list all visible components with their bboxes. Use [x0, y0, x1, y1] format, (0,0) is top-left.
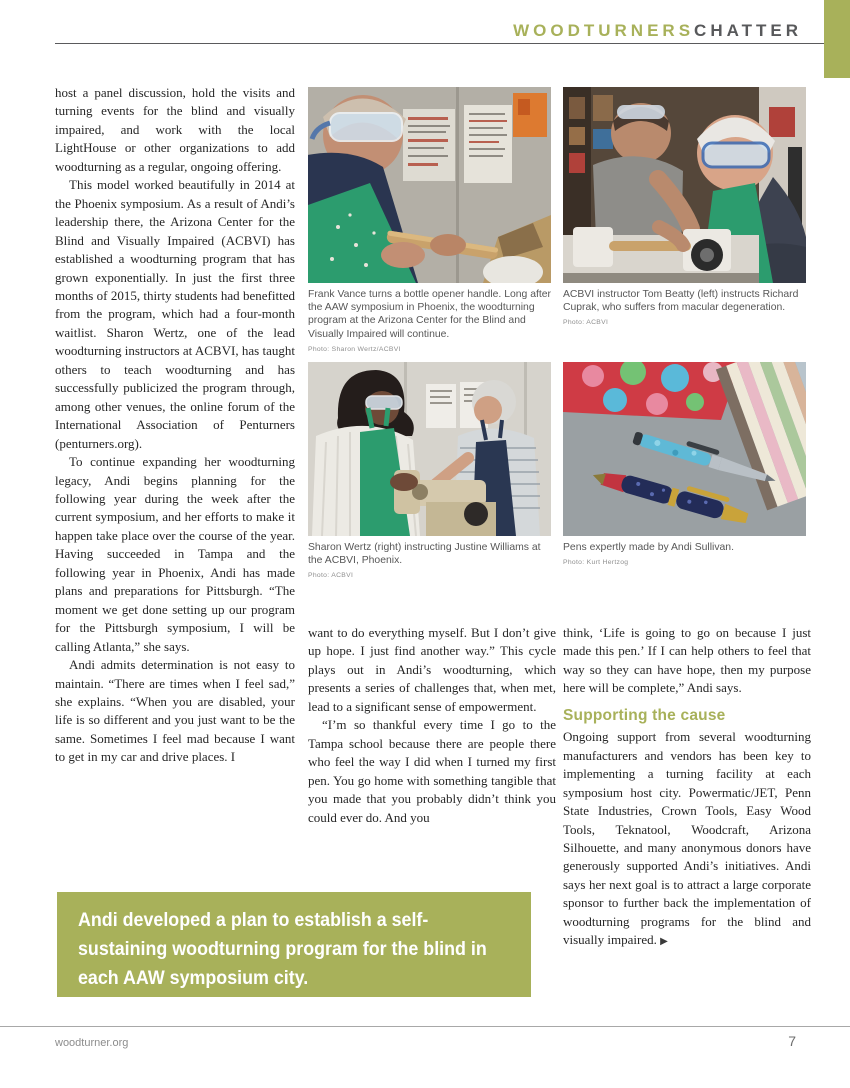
- photo-pens: [563, 362, 806, 536]
- article-column-left: [55, 84, 295, 886]
- masthead: [513, 21, 802, 41]
- pull-quote-box: [57, 892, 531, 997]
- photo-sharon-wertz-illustration: [308, 362, 551, 536]
- photo-frank-vance: [308, 87, 551, 283]
- photo-sharon-wertz: [308, 362, 551, 536]
- pull-quote-text: Andi developed a plan to establish a self-sustaining woodturning program for the blind in each AAW symposium city.: [78, 910, 487, 989]
- paragraph: Andi admits determination is not easy to maintain. “There are times when I feel sad,” she explains. “When you are disabled, your life is so different and you just want to be the same. Sometimes I feel mad because I want to get in my car and drive places. I: [55, 657, 295, 765]
- paragraph: want to do everything myself. But I don’t give up hope. I just find another way.” This cycle plays out in Andi’s woodturning, which presents a series of challenges that, when met, lead to a significant sense of empowerment.: [308, 625, 556, 714]
- footer-page-number: 7: [788, 1033, 796, 1049]
- footer-website: woodturner.org: [55, 1037, 129, 1049]
- photo-frank-vance-illustration: [308, 87, 551, 283]
- caption-text: Frank Vance turns a bottle opener handle. Long after the AAW symposium in Phoenix, the woodturning program at the Arizona Center for the Blind and Visually Impaired will continue.: [308, 289, 551, 340]
- masthead-woodturners: WOODTURNERS: [513, 21, 695, 40]
- caption-text: ACBVI instructor Tom Beatty (left) instructs Richard Cuprak, who suffers from macular degeneration.: [563, 289, 799, 314]
- paragraph: think, ‘Life is going to go on because I just made this pen.’ If I can help others to feel that way so they can have hope, then my purpose here will be complete,” Andi says.: [563, 625, 811, 696]
- paragraph: This model worked beautifully in 2014 at the Phoenix symposium. As a result of Andi’s leadership there, the Arizona Center for the Blind and Visually Impaired (ACBVI) has established a woodturning program that has grown exponentially. In just the first three months of 2015, thirty students had benefitted from the program, which had a four-month waitlist. Sharon Wertz, one of the lead woodturning instructors at ACBVI, has taught others to teach woodturning and has successfully publicized the program through, among other venues, the online forum of the International Association of Penturners (penturners.org).: [55, 177, 295, 451]
- photo-tom-beatty: [563, 87, 806, 283]
- article-column-right: [563, 624, 811, 952]
- section-heading-supporting-the-cause: Supporting the cause: [563, 706, 726, 724]
- photo-credit: Photo: ACBVI: [308, 572, 354, 580]
- caption-sharon-wertz: [308, 541, 556, 580]
- caption-text: Sharon Wertz (right) instructing Justine Williams at the ACBVI, Phoenix.: [308, 542, 541, 567]
- footer-rule: [0, 1026, 850, 1027]
- photo-credit: Photo: ACBVI: [563, 319, 609, 327]
- masthead-chatter: CHATTER: [694, 21, 802, 40]
- paragraph-text: Ongoing support from several woodturning manufacturers and vendors has been key to implementing a turning facility at each symposium host city. Powermatic/JET, Penn State Industries, Crown Tools, Easy Wood Tools, Teknatool, Woodcraft, Arizona Silhouette, and many anonymous donors have generously supported Andi’s initiatives. Andi says her next goal is to attract a large corporate sponsor to further back the implementation of woodturning programs for the blind and visually impaired.: [563, 729, 811, 948]
- header-rule: [55, 43, 824, 44]
- article-column-middle: [308, 624, 556, 827]
- corner-accent-bar: [824, 0, 850, 78]
- paragraph: host a panel discussion, hold the visits and turning events for the blind and visually impaired, and work with the local LightHouse or other organizations to add woodturning as a regular, ongoing offering.: [55, 85, 295, 174]
- caption-text: Pens expertly made by Andi Sullivan.: [563, 542, 734, 553]
- caption-tom-beatty: [563, 288, 811, 327]
- caption-frank-vance: [308, 288, 556, 354]
- paragraph: “I’m so thankful every time I go to the Tampa school because there are people there who feel the way I did when I turned my first pen. You go home with something tangible that you made that you probably didn’t think you could ever do. And you: [308, 717, 556, 825]
- photo-tom-beatty-illustration: [563, 87, 806, 283]
- continuation-arrow-icon: ▶: [660, 936, 668, 948]
- caption-pens: [563, 541, 811, 567]
- paragraph: To continue expanding her woodturning legacy, Andi begins planning for the following year during the week after the current symposium, and her efforts to make it happen take place over the course of the year. Having succeeded in Tampa and the following year in Phoenix, Andi has made plans and preparations for Pittsburgh. “The moment we get done setting up our program for the Pittsburgh symposium, I will be calling Atlanta,” she says.: [55, 454, 295, 654]
- photo-credit: Photo: Kurt Hertzog: [563, 559, 629, 567]
- photo-pens-illustration: [563, 362, 806, 536]
- photo-credit: Photo: Sharon Wertz/ACBVI: [308, 345, 401, 353]
- paragraph: [563, 728, 811, 951]
